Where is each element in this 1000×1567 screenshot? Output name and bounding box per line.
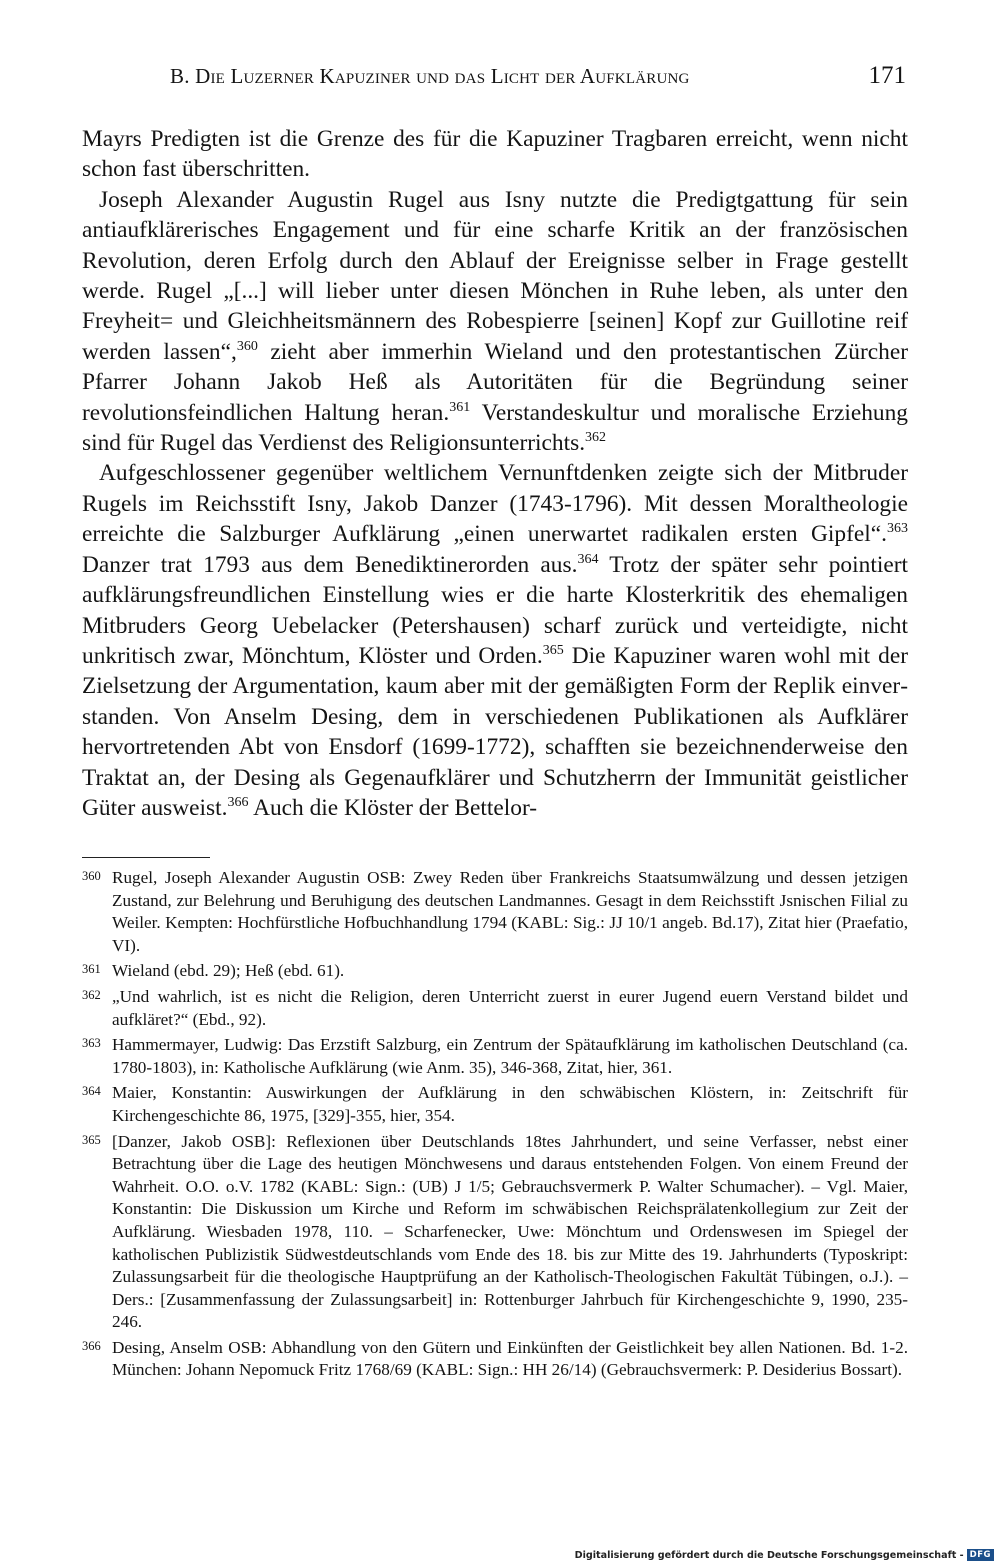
- footnote-text: [Danzer, Jakob OSB]: Reflexionen über Deutschlands 18tes Jahrhundert, und seine Verfasser, nebst einer Betrachtung über die Lage des heutigen Mönchwesens und daraus entstehenden Folgen. Von einem Freund der Wahrheit. O.O. o.V. 1782 (KABL: Sign.: (UB) J 1/5; Gebrauchsvermerk P. Walter Schumacher). – Vgl. Maier, Konstantin: Die Diskussion um Kirche und Reform im schwäbischen Reichsprälatenkollegium zur Zeit der Aufklärung. Wiesbaden 1978, 110. – Scharfenecker, Uwe: Mönchtum und Ordenswesen im Spiegel der katholischen Publizistik Südwestdeutschlands vom Ende des 18. bis zur Mitte des 19. Jahrhunderts (Typoskript: Zulassungsarbeit für die theologische Hauptprüfung an der Katholisch-Theologischen Fakultät Tübingen, o.J.). – Ders.: [Zusammenfassung der Zulassungsarbeit] in: Rottenburger Jahrbuch für Kirchengeschichte 9, 1990, 235-246.: [112, 1131, 908, 1332]
- footnote-ref-362[interactable]: 362: [585, 430, 607, 446]
- footnote-365: [82, 1131, 908, 1334]
- footnote-ref-363[interactable]: 363: [887, 521, 908, 537]
- page-number: 171: [868, 62, 906, 89]
- running-head: [82, 62, 908, 92]
- paragraph-3-text-c: Trotz der später sehr pointiert aufklärungsfreundlichen Einstellung wies er die harte Klosterkritik des ehemaligen Mitbruders Georg Uebelacker (Petershausen) scharf zurück und verteidigte, nicht unkritisch zwar, Mönchtum, Klöster und Orden.: [82, 551, 908, 669]
- footnote-364: [82, 1082, 908, 1127]
- credit-text: Digitalisierung gefördert durch die Deutsche Forschungsgemeinschaft -: [574, 1550, 964, 1561]
- footnote-text: Maier, Konstantin: Auswirkungen der Aufklärung in den schwäbischen Klöstern, in: Zeitschrift für Kirchengeschichte 86, 1975, [329]-355, hier, 354.: [112, 1083, 908, 1125]
- running-title: B. Die Luzerner Kapuziner und das Licht der Aufklärung: [170, 64, 690, 88]
- footnote-number: 360: [82, 869, 101, 883]
- digitization-credit: [575, 1549, 994, 1561]
- book-page: [82, 0, 908, 1567]
- footnote-ref-361[interactable]: 361: [449, 399, 471, 415]
- paragraph-3: [82, 458, 908, 823]
- footnote-360: [82, 867, 908, 957]
- footnote-number: 361: [82, 962, 101, 977]
- paragraph-1: [82, 124, 908, 185]
- footnote-366: [82, 1337, 908, 1382]
- footnote-text: Wieland (ebd. 29); Heß (ebd. 61).: [112, 961, 345, 981]
- footnote-361: [82, 960, 908, 983]
- paragraph-3-text-b: Danzer trat 1793 aus dem Benediktinerorden aus.: [82, 551, 578, 578]
- footnote-363: [82, 1034, 908, 1079]
- paragraph-3-text-a: Aufgeschlossener gegenüber weltlichem Vernunftdenken zeigte sich der Mitbruder Rugels im Reichsstift Isny, Jakob Danzer (1743-1796). Mit dessen Moraltheologie erreichte die Salzburger Aufklärung „einen unerwartet radikalen ersten Gipfel“.: [82, 460, 908, 548]
- dfg-logo: DFG: [967, 1549, 994, 1561]
- paragraph-2-text-a: Joseph Alexander Augustin Rugel aus Isny nutzte die Predigtgattung für sein antiaufklärerisches Engagement und für eine scharfe Kritik an der französischen Revolution, deren Erfolg durch den Ablauf der Ereignisse selber in Frage gestellt werde. Rugel „[...] will lieber unter diesen Mönchen in Ruhe leben, als unter den Freyheit= und Gleichheitsmännern des Robespierre [seinen] Kopf zur Guillotine reif werden lassen“,: [82, 186, 908, 365]
- footnote-number: 365: [82, 1132, 101, 1147]
- footnote-ref-364[interactable]: 364: [577, 551, 599, 567]
- footnote-number: 366: [82, 1338, 101, 1353]
- footnote-ref-365[interactable]: 365: [542, 642, 564, 658]
- paragraph-3-text-e: Auch die Klöster der Bettelor-: [248, 794, 538, 821]
- footnote-number: 362: [82, 987, 101, 1002]
- footnote-divider: [82, 857, 210, 858]
- paragraph-1-text: Mayrs Predigten ist die Grenze des für die Kapuziner Tragbaren erreicht, wenn nicht schon fast überschritten.: [82, 126, 908, 183]
- footnote-text: Desing, Anselm OSB: Abhandlung von den Gütern und Einkünften der Geistlichkeit bey allen Nationen. Bd. 1-2. München: Johann Nepomuck Fritz 1768/69 (KABL: Sign.: HH 26/14) (Gebrauchsvermerk: P. Desiderius Bossart).: [112, 1337, 908, 1380]
- paragraph-2: [82, 185, 908, 459]
- footnote-ref-366[interactable]: 366: [227, 794, 249, 810]
- footnote-text: Rugel, Joseph Alexander Augustin OSB: Zwey Reden über Frankreichs Staatsumwälzung und dessen jetzigen Zustand, zur Belehrung und Beruhigung des deutschen Landmannes. Gesagt in dem Reichsstift Jsnischen Filial zu Weiler. Kempten: Hochfürstliche Hofbuchhandlung 1794 (KABL: Sig.: JJ 10/1 angeb. Bd.17), Zitat hier (Praefatio, VI).: [112, 868, 908, 955]
- footnote-text: „Und wahrlich, ist es nicht die Religion, deren Unterricht zuerst in eurer Jugend euern Verstand bildet und aufkläret?“ (Ebd., 92).: [112, 986, 908, 1029]
- paragraph-2-text-c: Verstandeskultur und moralische Erziehung sind für Rugel das Verdienst des Religionsunterrichts.: [82, 399, 908, 457]
- footnote-number: 364: [82, 1084, 101, 1099]
- main-text: [82, 124, 908, 823]
- footnotes: [82, 867, 908, 1385]
- footnote-362: [82, 986, 908, 1031]
- footnote-ref-360[interactable]: 360: [236, 338, 258, 354]
- paragraph-3-text-d: Die Kapuziner waren wohl mit der Zielsetzung der Argumentation, kaum aber mit der gemäßigten Form der Replik einverstanden. Von Anselm Desing, dem in verschiedenen Publikationen als Aufklärer hervortretenden Abt von Ensdorf (1699-1772), schafften sie bezeichnenderweise den Traktat an, der Desing als Gegenaufklärer und Schutzherrn der Immunität geistlicher Güter ausweist.: [82, 642, 908, 821]
- paragraph-2-text-b: zieht aber immerhin Wieland und den protestantischen Zürcher Pfarrer Johann Jakob Heß als Autoritäten für die Begründung seiner revolutionsfeindlichen Haltung heran.: [82, 338, 908, 426]
- footnote-text: Hammermayer, Ludwig: Das Erzstift Salzburg, ein Zentrum der Spätaufklärung im katholischen Deutschland (ca. 1780-1803), in: Katholische Aufklärung (wie Anm. 35), 346-368, Zitat, hier, 361.: [112, 1035, 908, 1077]
- footnote-number: 363: [82, 1036, 101, 1051]
